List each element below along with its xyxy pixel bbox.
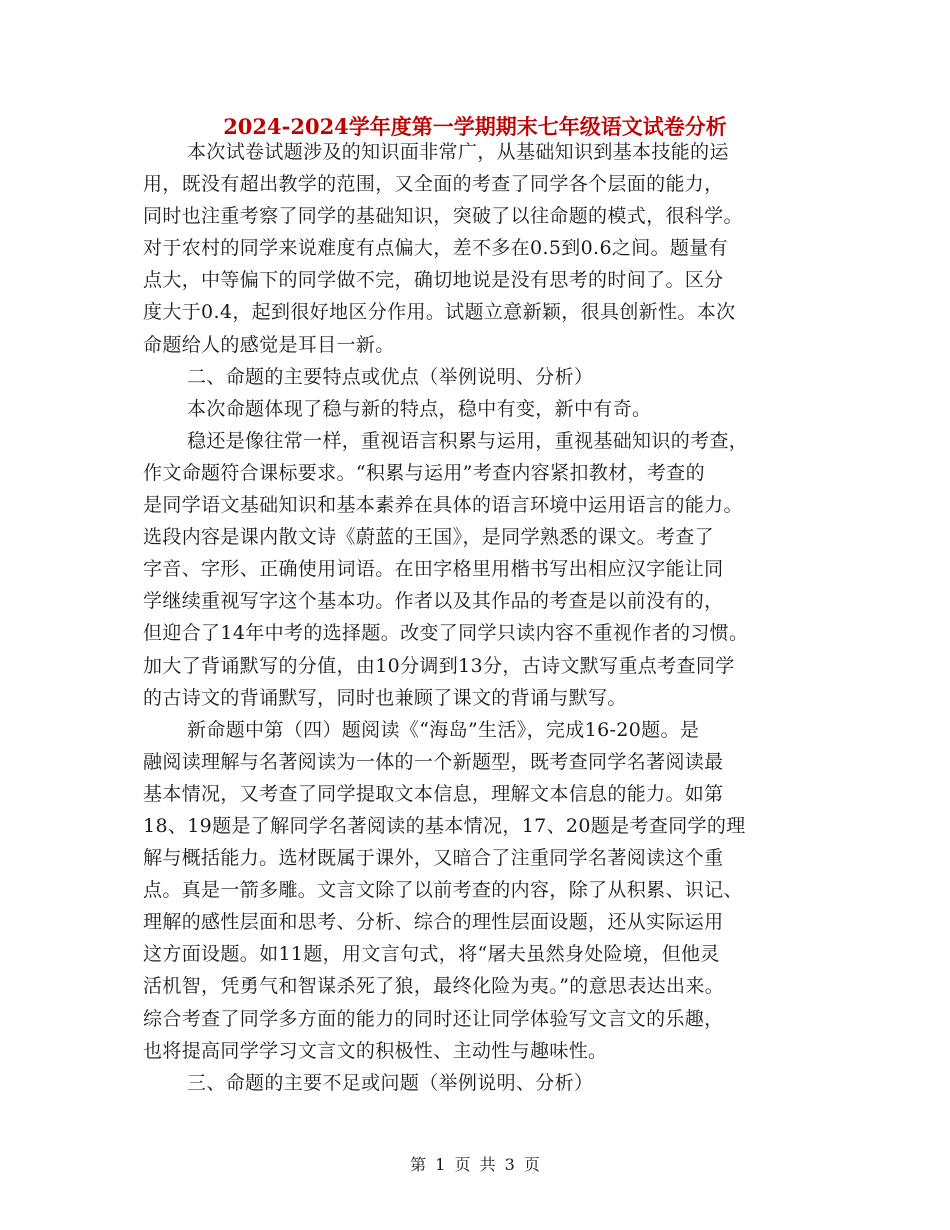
body-line: 理解的感性层面和思考、分析、综合的理性层面设题，还从实际运用 [143, 911, 724, 934]
body-line: 本次试卷试题涉及的知识面非常广，从基础知识到基本技能的运 [187, 141, 729, 163]
document-body [143, 136, 823, 1099]
body-line: 本次命题体现了稳与新的特点，稳中有变，新中有奇。 [187, 397, 652, 420]
body-line: 点大，中等偏下的同学做不完，确切地说是没有思考的时间了。区分 [143, 269, 724, 292]
body-line: 稳还是像往常一样，重视语言积累与运用，重视基础知识的考查， [187, 429, 749, 452]
body-line: 同时也注重考察了同学的基础知识，突破了以往命题的模式，很科学。 [143, 205, 743, 228]
body-line: 选段内容是课内散文诗《蔚蓝的王国》，是同学熟悉的课文。考查了 [143, 526, 715, 549]
body-line: 新命题中第（四）题阅读《“海岛”生活》，完成16-20题。是 [187, 718, 700, 741]
body-line: 但迎合了14年中考的选择题。改变了同学只读内容不重视作者的习惯。 [143, 622, 749, 645]
section-heading: 二、命题的主要特点或优点（举例说明、分析） [187, 365, 594, 388]
body-line: 学继续重视写字这个基本功。作者以及其作品的考查是以前没有的， [143, 590, 724, 613]
body-line: 对于农村的同学来说难度有点偏大，差不多在0.5到0.6之间。题量有 [143, 237, 728, 260]
body-line: 加大了背诵默写的分值，由10分调到13分，古诗文默写重点考查同学 [143, 654, 735, 677]
page-number: 第 1 页 共 3 页 [410, 1155, 540, 1174]
body-line: 18、19题是了解同学名著阅读的基本情况，17、20题是考查同学的理 [143, 814, 746, 837]
body-line: 用，既没有超出教学的范围，又全面的考查了同学各个层面的能力， [143, 173, 724, 196]
body-line: 作文命题符合课标要求。“积累与运用”考查内容紧扣教材，考查的 [143, 461, 705, 484]
body-line: 的古诗文的背诵默写，同时也兼顾了课文的背诵与默写。 [143, 686, 627, 709]
body-line: 命题给人的感觉是耳目一新。 [143, 333, 395, 356]
body-line: 是同学语文基础知识和基本素养在具体的语言环境中运用语言的能力。 [143, 494, 743, 517]
document-title: 2024-2024学年度第一学期期末七年级语文试卷分析 [223, 114, 727, 139]
body-line: 综合考查了同学多方面的能力的同时还让同学体验写文言文的乐趣， [143, 1007, 724, 1030]
body-line: 字音、字形、正确使用词语。在田字格里用楷书写出相应汉字能让同 [143, 558, 724, 581]
body-line: 解与概括能力。选材既属于课外，又暗合了注重同学名著阅读这个重 [143, 847, 724, 870]
body-line: 这方面设题。如11题，用文言句式，将“屠夫虽然身处险境，但他灵 [143, 943, 720, 966]
body-line: 活机智，凭勇气和智谋杀死了狼，最终化险为夷。”的意思表达出来。 [143, 975, 725, 998]
body-line: 基本情况，又考查了同学提取文本信息，理解文本信息的能力。如第 [143, 782, 724, 805]
body-line: 融阅读理解与名著阅读为一体的一个新题型，既考查同学名著阅读最 [143, 750, 724, 773]
section-heading: 三、命题的主要不足或问题（举例说明、分析） [187, 1071, 594, 1094]
body-line: 度大于0.4，起到很好地区分作用。试题立意新颖，很具创新性。本次 [143, 301, 736, 324]
body-line: 点。真是一箭多雕。文言文除了以前考查的内容，除了从积累、识记、 [143, 879, 743, 902]
body-line: 也将提高同学学习文言文的积极性、主动性与趣味性。 [143, 1039, 608, 1062]
